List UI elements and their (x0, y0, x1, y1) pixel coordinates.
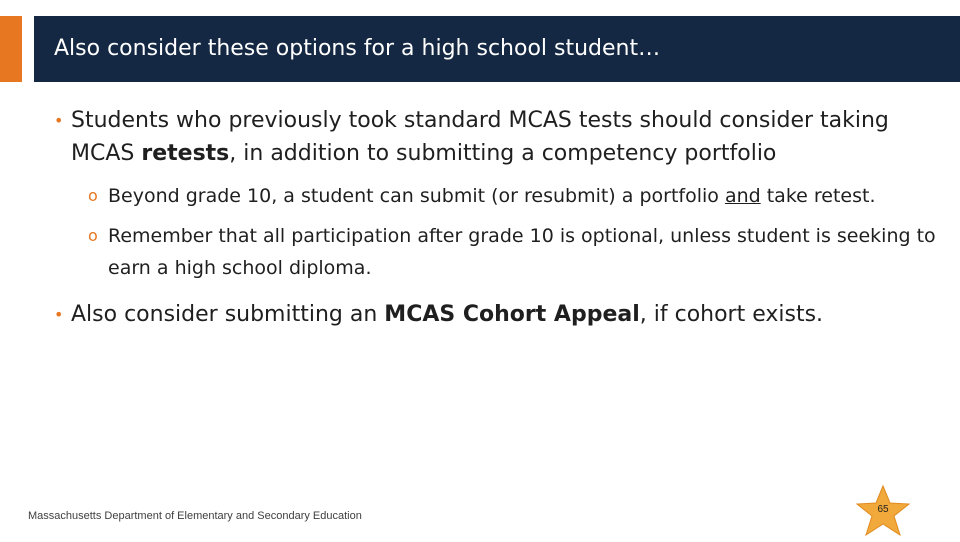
sub-bullet-underlined-text: and (724, 185, 761, 207)
bullet-bold-text: retests (141, 141, 230, 166)
bullet-retests (54, 104, 954, 170)
sub-bullet-participation-optional (54, 220, 954, 284)
sub-bullet-beyond-grade-10 (54, 180, 954, 212)
bullet-bold-text: MCAS Cohort Appeal (384, 302, 640, 327)
sub-bullet-marker: o (88, 186, 98, 205)
footer-organization: Massachusetts Department of Elementary and Secondary Education (28, 510, 362, 522)
sub-bullet-text: Remember that all participation after grade 10 is optional, unless student is seeking to earn a high school diploma. (108, 225, 936, 279)
bullet-marker: • (54, 111, 64, 130)
sub-bullet-text-start: Beyond grade 10, a student can submit (or resubmit) a portfolio (108, 185, 725, 207)
bullet-marker: • (54, 305, 64, 324)
bullet-text-start: Also consider submitting an (71, 302, 385, 327)
bullet-text-end: , in addition to submitting a competency portfolio (229, 141, 777, 166)
slide-title: Also consider these options for a high school student… (54, 36, 661, 61)
bullet-text-start: Students who previously took standard MCAS tests should consider taking MCAS (71, 108, 889, 166)
page-number: 65 (877, 504, 889, 515)
sub-bullet-text-end: take retest. (760, 185, 876, 207)
title-band (34, 16, 960, 82)
sub-bullet-marker: o (88, 226, 98, 245)
page-number-badge (854, 484, 912, 538)
bullet-text-end: , if cohort exists. (639, 302, 824, 327)
title-accent-bar (0, 16, 22, 82)
slide-content (54, 104, 954, 331)
bullet-cohort-appeal (54, 298, 954, 331)
